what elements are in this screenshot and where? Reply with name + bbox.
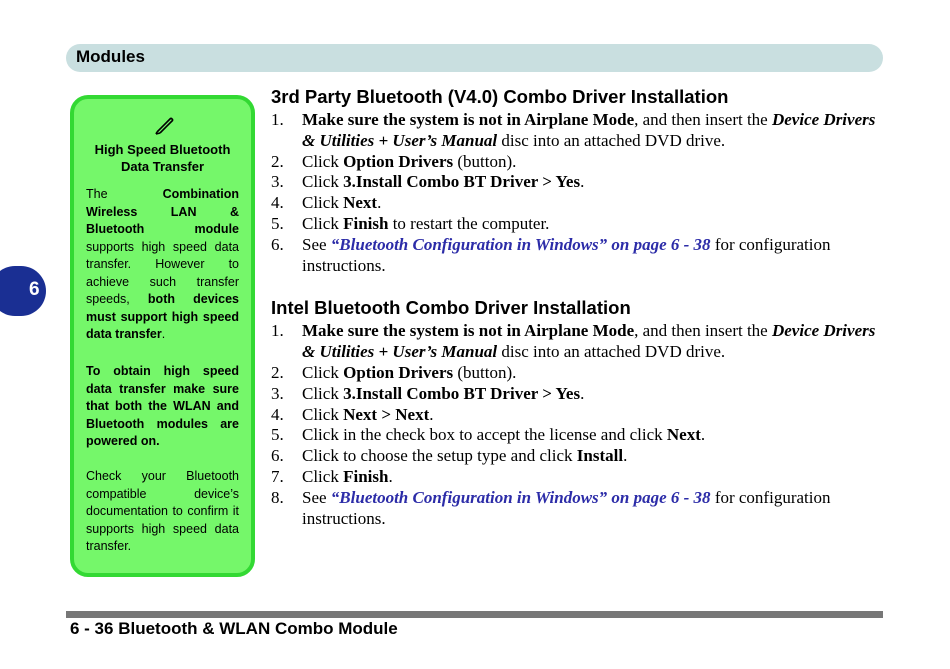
list-item: 5. Click in the check box to accept the license and click Next. bbox=[271, 425, 706, 445]
list-item: 2. Click Option Drivers (button). bbox=[271, 151, 517, 171]
list-item: 1. Make sure the system is not in Airplane Mode, and then insert the Device Drivers & Utilities + User’s Manual disc into an attached DVD drive. bbox=[271, 110, 876, 150]
list-item: 5. Click Finish to restart the computer. bbox=[271, 213, 550, 233]
header-bar bbox=[66, 44, 883, 72]
list-item: 6. See “Bluetooth Configuration in Windows” on page 6 - 38 for configuration instructions. bbox=[271, 234, 831, 275]
footer-rule bbox=[66, 611, 883, 618]
section-title: Intel Bluetooth Combo Driver Installation bbox=[271, 297, 631, 319]
note-paragraph-bold: To obtain high speed data transfer make sure that both the WLAN and Bluetooth modules are powered on. bbox=[86, 364, 239, 448]
note-box bbox=[70, 95, 255, 577]
page-header-title: Modules bbox=[76, 47, 145, 66]
note-paragraph: The Combination Wireless LAN & Bluetooth module supports high speed data transfer. However to achieve such transfer speeds, both devices must support high speed data transfer. bbox=[86, 187, 239, 341]
pencil-icon bbox=[153, 113, 175, 135]
list-item: 6. Click to choose the setup type and click Install. bbox=[271, 446, 628, 466]
step-list bbox=[271, 321, 881, 529]
cross-reference-link[interactable]: “Bluetooth Configuration in Windows” on page 6 - 38 bbox=[330, 487, 711, 507]
list-item: 3. Click 3.Install Combo BT Driver > Yes. bbox=[271, 383, 585, 403]
chapter-number: 6 bbox=[29, 279, 40, 300]
footer-page-label: 6 - 36 Bluetooth & WLAN Combo Module bbox=[70, 619, 398, 638]
cross-reference-link[interactable]: “Bluetooth Configuration in Windows” on page 6 - 38 bbox=[330, 234, 711, 254]
list-item: 4. Click Next. bbox=[271, 193, 382, 213]
list-item: 3. Click 3.Install Combo BT Driver > Yes. bbox=[271, 172, 585, 192]
step-list bbox=[271, 110, 881, 276]
list-item: 2. Click Option Drivers (button). bbox=[271, 362, 517, 382]
list-item: 8. See “Bluetooth Configuration in Windows” on page 6 - 38 for configuration instructions. bbox=[271, 487, 831, 528]
list-item: 4. Click Next > Next. bbox=[271, 404, 434, 424]
note-paragraph: Check your Bluetooth compatible device’s documentation to confirm it supports high speed data transfer. bbox=[86, 469, 239, 553]
section-title: 3rd Party Bluetooth (V4.0) Combo Driver Installation bbox=[271, 86, 729, 107]
note-heading: High Speed Bluetooth Data Transfer bbox=[94, 142, 231, 174]
list-item: 7. Click Finish. bbox=[271, 466, 393, 486]
list-item: 1. Make sure the system is not in Airplane Mode, and then insert the Device Drivers & Utilities + User’s Manual disc into an attached DVD drive. bbox=[271, 321, 876, 362]
main-content bbox=[271, 84, 881, 529]
